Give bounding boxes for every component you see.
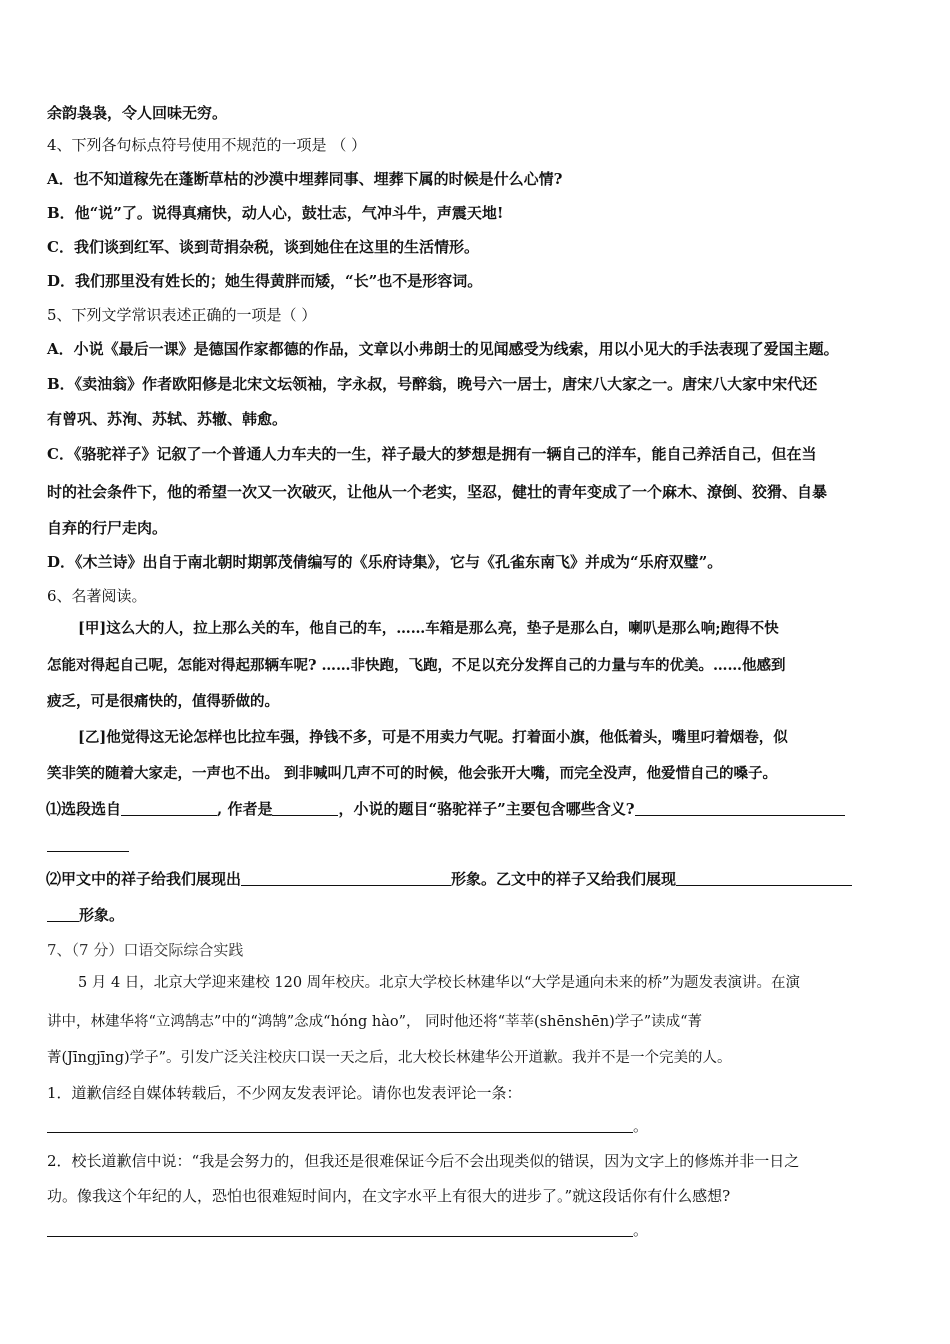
answer-blank[interactable]	[47, 1117, 633, 1133]
passage-7-line1: 5 月 4 日，北京大学迎来建校 120 周年校庆。北京大学校长林建华以“大学是通向未来的桥”为题发表演讲。在演	[78, 975, 800, 991]
subquestion-6-1-part1: ⑴选段选自	[46, 800, 122, 818]
subquestion-6-2-part3: 形象。	[79, 906, 125, 924]
option-5b-line2: 有曾巩、苏洵、苏轼、苏辙、韩愈。	[47, 410, 288, 428]
answer-blank[interactable]	[676, 870, 852, 886]
end-mark: 。	[633, 1117, 649, 1135]
task-7-2-line2: 功。像我这个年纪的人，恐怕也很难短时间内，在文字水平上有很大的进步了。”就这段话你有什么感想?	[47, 1187, 731, 1205]
option-4c: C．我们谈到红军、谈到苛捐杂税，谈到她住在这里的生活情形。	[47, 238, 479, 256]
subquestion-6-2-part1: ⑵甲文中的祥子给我们展现出	[46, 870, 242, 888]
question-6-title: 6、名著阅读。	[47, 587, 147, 605]
passage-7-line2: 讲中，林建华将“立鸿鹄志”中的“鸿鹄”念成“hóng hào”， 同时他还将“莘莘(shēnshēn)学子”读成“菁	[47, 1014, 703, 1030]
answer-line-7-2[interactable]	[47, 1220, 648, 1240]
passage-7-line3: 菁(Jīngjīng)学子”。引发广泛关注校庆口误一天之后，北大校长林建华公开道歉。我并不是一个完美的人。	[47, 1050, 732, 1066]
option-5b-line1: B．《卖油翁》作者欧阳修是北宋文坛领袖，字永叔，号醉翁，晚号六一居士，唐宋八大家之一。唐宋八大家中宋代还	[47, 375, 818, 393]
option-4b: B．他“说”了。说得真痛快，动人心，鼓壮志，气冲斗牛，声震天地!	[47, 204, 504, 222]
subquestion-6-1	[46, 799, 845, 819]
subquestion-6-2-cont	[47, 905, 124, 925]
answer-blank[interactable]	[241, 870, 451, 886]
option-5c-line3: 自弃的行尸走肉。	[47, 519, 168, 537]
subquestion-6-1-part2: , 作者是	[217, 800, 273, 818]
option-4d: D．我们那里没有姓长的；她生得黄胖而矮，“长”也不是形容词。	[47, 272, 483, 290]
task-7-2-line1: 2．校长道歉信中说：“我是会努力的，但我还是很难保证今后不会出现类似的错误，因为文字上的修炼并非一日之	[47, 1152, 800, 1170]
passage-jia-line3: 疲乏，可是很痛快的，值得骄做的。	[47, 693, 279, 710]
answer-line-7-1[interactable]	[47, 1116, 648, 1136]
answer-blank[interactable]	[47, 906, 79, 922]
answer-blank[interactable]	[47, 836, 129, 852]
question-7-title: 7、（7 分）口语交际综合实践	[47, 941, 244, 959]
answer-line[interactable]	[47, 835, 129, 855]
answer-blank[interactable]	[272, 800, 338, 816]
option-4a: A．也不知道稼先在蓬断草枯的沙漠中埋葬同事、埋葬下属的时候是什么心情?	[47, 170, 563, 188]
question-5-title: 5、下列文学常识表述正确的一项是（ ）	[47, 306, 317, 324]
end-mark: 。	[633, 1221, 649, 1239]
option-5c-line1: C．《骆驼祥子》记叙了一个普通人力车夫的一生，祥子最大的梦想是拥有一辆自己的洋车，能自己养活自己，但在当	[47, 445, 817, 463]
subquestion-6-2-part2: 形象。乙文中的祥子又给我们展现	[451, 870, 677, 888]
answer-blank[interactable]	[121, 800, 217, 816]
answer-blank[interactable]	[635, 800, 845, 816]
passage-yi-line1: [乙]他觉得这无论怎样也比拉车强，挣钱不多，可是不用卖力气呢。打着面小旗，他低着头，嘴里叼着烟卷，似	[78, 729, 788, 746]
passage-jia-line1: [甲]这么大的人，拉上那么关的车，他自己的车，……车箱是那么亮，垫子是那么白，喇叭是那么响;跑得不快	[78, 620, 779, 637]
passage-jia-line2: 怎能对得起自己呢，怎能对得起那辆车呢? ……非快跑，飞跑，不足以充分发挥自己的力量与车的优美。……他感到	[47, 657, 786, 674]
task-7-1: 1．道歉信经自媒体转载后，不少网友发表评论。请你也发表评论一条：	[47, 1084, 522, 1102]
option-5c-line2: 时的社会条件下，他的希望一次又一次破灭，让他从一个老实，坚忍，健壮的青年变成了一个麻木、潦倒、狡猾、自暴	[47, 483, 828, 501]
option-5d: D．《木兰诗》出自于南北朝时期郭茂倩编写的《乐府诗集》，它与《孔雀东南飞》并成为“乐府双璧”。	[47, 553, 723, 571]
subquestion-6-2	[46, 869, 852, 889]
subquestion-6-1-part3: ，小说的题目“骆驼祥子”主要包含哪些含义?	[338, 800, 635, 818]
option-5a: A．小说《最后一课》是德国作家都德的作品，文章以小弗朗士的见闻感受为线索，用以小见大的手法表现了爱国主题。	[47, 340, 839, 358]
question-4-title: 4、下列各句标点符号使用不规范的一项是 （ ）	[47, 136, 367, 154]
text-line: 余韵袅袅，令人回味无穷。	[47, 104, 228, 122]
passage-yi-line2: 笑非笑的随着大家走，一声也不出。 到非喊叫几声不可的时候，他会张开大嘴，而完全没声，他爱惜自己的嗓子。	[47, 765, 778, 782]
answer-blank[interactable]	[47, 1221, 633, 1237]
